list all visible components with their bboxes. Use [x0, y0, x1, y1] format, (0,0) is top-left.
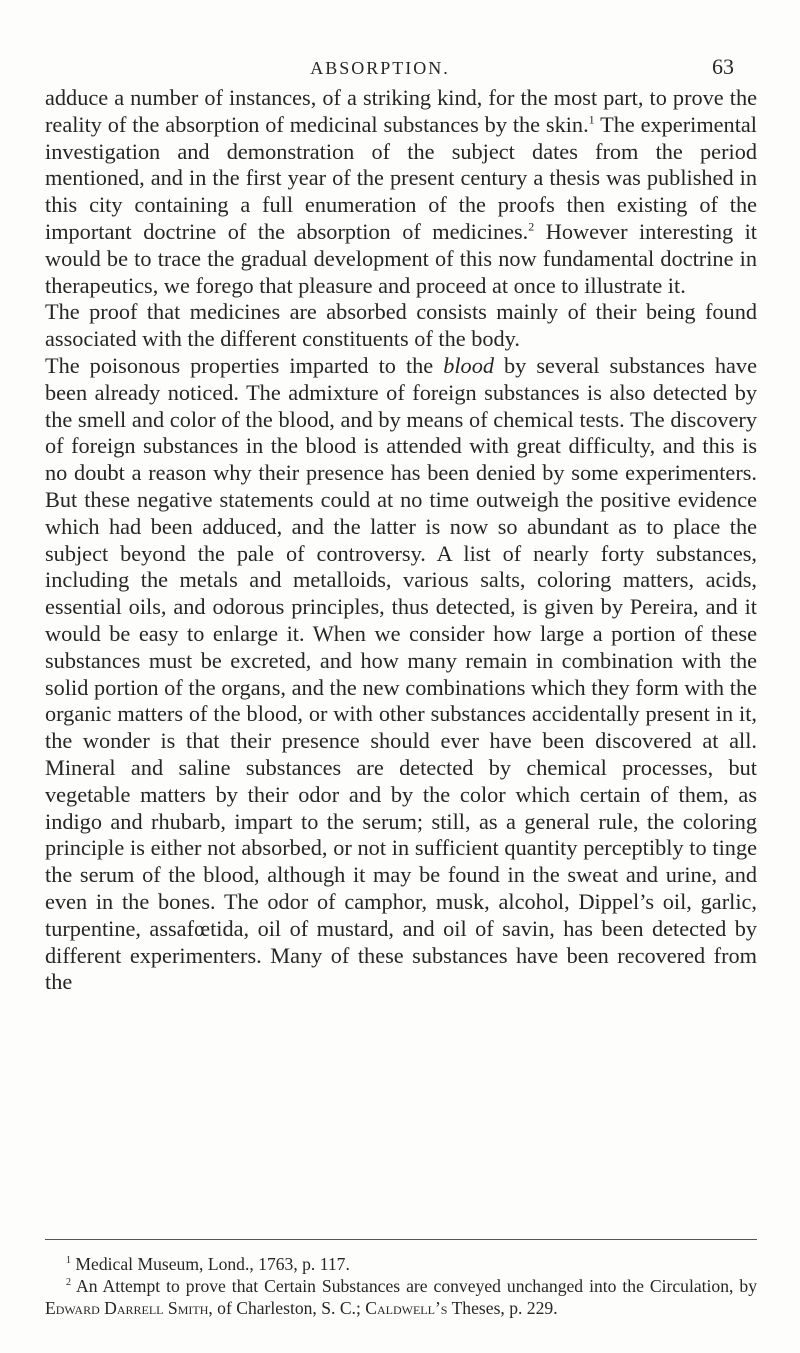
footnote-1-text: Medical Museum, Lond., 1763, p. 117. [75, 1254, 350, 1274]
running-head [0, 54, 800, 84]
paragraph-3 [45, 353, 757, 996]
footnote-2-text-b: , of Charleston, S. C.; [208, 1298, 366, 1318]
footnote-divider [45, 1239, 757, 1240]
emphasis-blood: blood [443, 352, 495, 378]
footnote-2-author: Edward Darrell Smith [45, 1298, 209, 1318]
footnote-2 [45, 1275, 757, 1319]
paragraph-3-text-b: by several substances have been already noticed. The admixture of foreign substances is also detected by the smell and color of the blood, and by means of chemical tests. The discovery of foreign substances in the blood is attended with great difficulty, and this is no doubt a reason why their presence has been denied by some experimenters. But these negative statements could at no time outweigh the positive evidence which had been adduced, and the latter is now so abundant as to place the subject beyond the pale of controversy. A list of nearly forty substances, including the metals and metalloids, various salts, coloring matters, acids, essential oils, and odorous principles, thus detected, is given by Pereira, and it would be easy to enlarge it. When we consider how large a portion of these substances must be excreted, and how many remain in combination with the solid portion of the organs, and the new combinations which they form with the organic matters of the blood, or with other substances accidentally present in it, the wonder is that their presence should ever have been discovered at all. Mineral and saline substances are detected by chemical processes, but vegetable matters by their odor and by the color which certain of them, as indigo and rhubarb, impart to the serum; still, as a general rule, the coloring principle is either not absorbed, or not in sufficient quantity perceptibly to tinge the serum of the blood, although it may be found in the sweat and urine, and even in the bones. The odor of camphor, musk, alcohol, Dippel’s oil, garlic, turpentine, assafœtida, oil of mustard, and oil of savin, has been detected by different experimenters. Many of these substances have been recovered from the [45, 352, 757, 995]
body-text [45, 85, 757, 996]
paragraph-1 [45, 85, 757, 299]
paragraph-1-text-b: The experimental investigation and demonstration of the subject dates from the period mentioned, and in the first year of the present century a thesis was published in this city containing a full enumeration of the proofs then existing of the important doctrine of the absorption of medicines. [45, 111, 757, 244]
paragraph-2: The proof that medicines are absorbed consists mainly of their being found associated with the different constituents of the body. [45, 299, 757, 352]
footnotes [45, 1253, 757, 1319]
paragraph-1-text-c: However interesting it would be to trace the gradual development of this now fundamental doctrine in therapeutics, we forego that pleasure and proceed at once to illustrate it. [45, 218, 758, 298]
running-title: ABSORPTION. [310, 58, 450, 78]
footnote-2-mark: 2 [66, 1277, 71, 1289]
page-number: 63 [712, 54, 734, 79]
footnote-ref-2: 2 [528, 219, 535, 234]
footnote-1-mark: 1 [66, 1255, 71, 1267]
footnote-2-source: Caldwell’s [365, 1298, 448, 1318]
footnote-2-text-a: An Attempt to prove that Certain Substances are conveyed unchanged into the Circulation, by [76, 1276, 757, 1296]
paragraph-3-text-a: The poisonous properties imparted to the [45, 352, 444, 378]
paragraph-1-text-a: adduce a number of instances, of a striking kind, for the most part, to prove the reality of the absorption of medicinal substances by the skin. [45, 85, 757, 137]
footnote-2-text-c: Theses, p. 229. [447, 1298, 558, 1318]
footnote-1 [45, 1253, 757, 1275]
footnote-ref-1: 1 [588, 112, 595, 127]
